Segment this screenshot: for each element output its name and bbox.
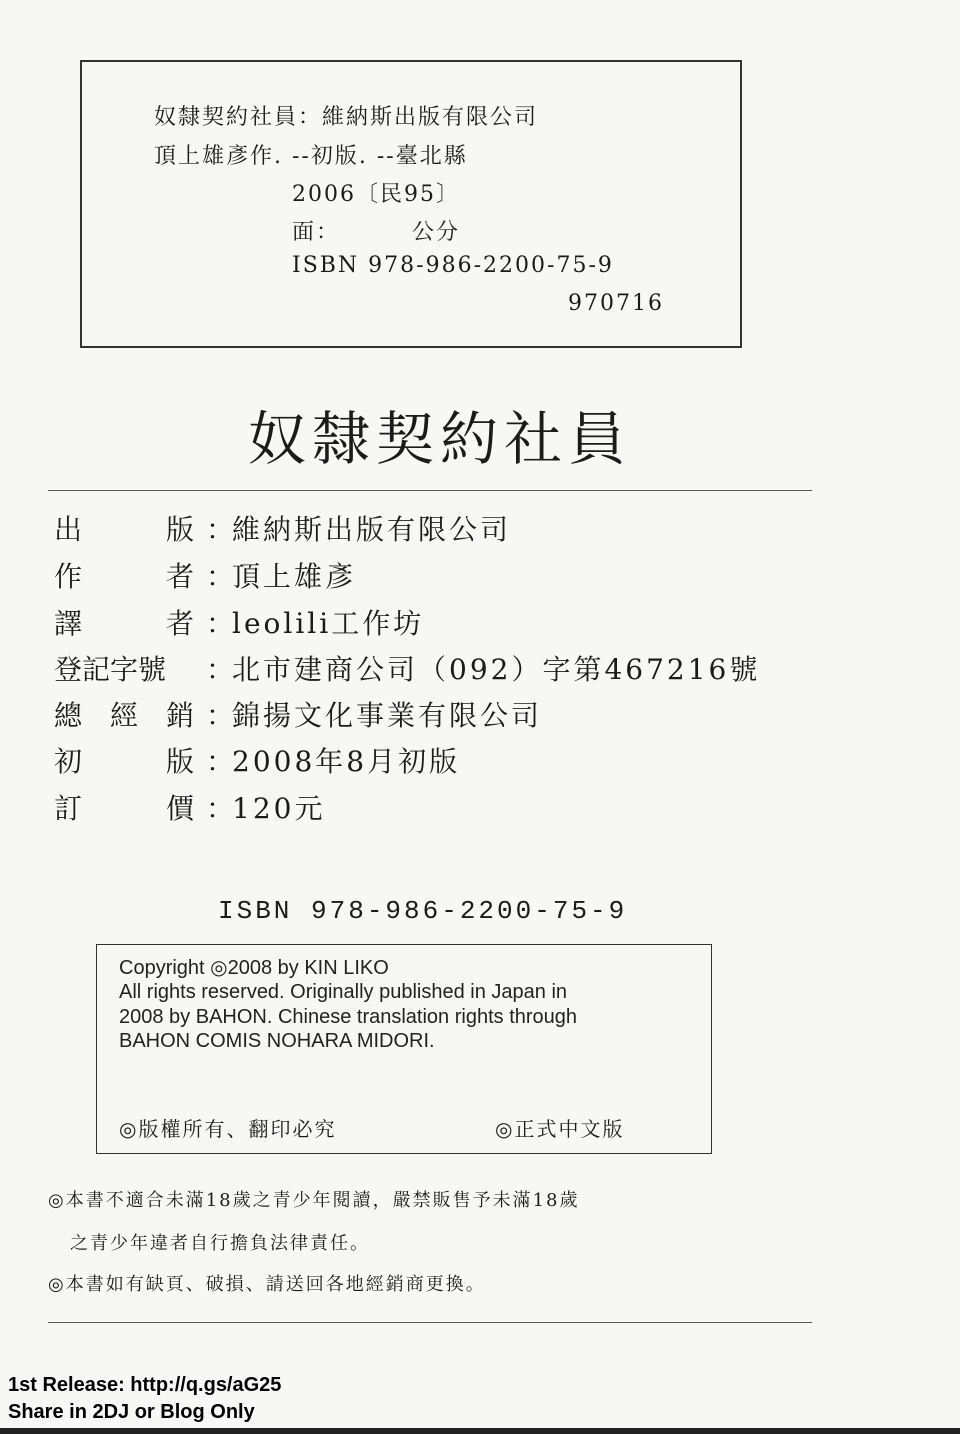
info-label-char: 版	[165, 513, 194, 546]
info-value: 120元	[232, 792, 326, 825]
info-label-char: 初	[54, 745, 83, 778]
bottom-edge	[0, 1428, 960, 1434]
info-value: 維納斯出版有限公司	[232, 513, 512, 546]
info-label-char: 譯	[54, 607, 83, 640]
info-label-char: 者	[165, 607, 194, 640]
info-label-char: 者	[165, 560, 194, 593]
info-label-char: 總	[54, 699, 83, 732]
book-title: 奴隸契約社員	[247, 405, 632, 473]
copyright-line-3: 2008 by BAHON. Chinese translation rights through	[119, 1006, 578, 1028]
isbn: ISBN 978-986-2200-75-9	[218, 896, 628, 926]
copyright-line-4: BAHON COMIS NOHARA MIDORI.	[119, 1030, 435, 1052]
official-edition: ◎正式中文版	[495, 1117, 625, 1141]
info-colon: ：	[206, 792, 235, 825]
info-label-char: 出	[54, 513, 83, 546]
copyright-line-1: Copyright ◎2008 by KIN LIKO	[119, 957, 389, 979]
info-label	[54, 740, 194, 780]
info-value: 2008年8月初版	[232, 745, 461, 778]
info-label	[54, 555, 194, 595]
info-label	[54, 648, 194, 688]
divider-bottom	[48, 1322, 812, 1323]
note-defects: ◎本書如有缺頁、破損、請送回各地經銷商更換。	[48, 1274, 486, 1295]
info-value: 錦揚文化事業有限公司	[232, 699, 543, 732]
info-label	[54, 694, 194, 734]
cip-line-2: 頂上雄彥作. --初版. --臺北縣	[154, 144, 468, 169]
info-label-char: 登記字號	[54, 653, 167, 686]
info-label-char: 作	[54, 560, 83, 593]
release-link: 1st Release: http://q.gs/aG25	[8, 1374, 282, 1396]
info-colon: ：	[206, 745, 235, 778]
info-value: leolili工作坊	[232, 607, 425, 640]
copyright-line-2: All rights reserved. Originally published in Japan in	[119, 981, 568, 1003]
info-label	[54, 508, 194, 548]
cip-box	[80, 60, 742, 348]
info-label	[54, 787, 194, 827]
info-label-char: 價	[165, 792, 194, 825]
info-colon: ：	[206, 607, 235, 640]
cip-isbn: ISBN 978-986-2200-75-9	[292, 253, 614, 278]
divider-top	[48, 490, 812, 491]
cip-line-1: 奴隸契約社員：維納斯出版有限公司	[154, 105, 539, 130]
info-label-char: 訂	[54, 792, 83, 825]
note-age-restriction-cont: 之青少年違者自行擔負法律責任。	[70, 1233, 370, 1254]
release-note: Share in 2DJ or Blog Only	[8, 1401, 255, 1423]
info-label-char: 銷	[165, 699, 194, 732]
info-label-char: 版	[165, 745, 194, 778]
info-colon: ：	[206, 653, 235, 686]
info-value: 北市建商公司（092）字第467216號	[232, 653, 761, 686]
cip-line-3: 2006〔民95〕	[292, 182, 460, 207]
rights-reserved: ◎版權所有、翻印必究	[119, 1117, 337, 1141]
cip-code: 970716	[568, 291, 664, 316]
info-colon: ：	[206, 699, 235, 732]
cip-line-4: 面： 公分	[292, 220, 460, 245]
info-label-char: 經	[109, 699, 138, 732]
note-age-restriction: ◎本書不適合未滿18歲之青少年閱讀，嚴禁販售予未滿18歲	[48, 1190, 580, 1211]
info-colon: ：	[206, 560, 235, 593]
info-colon: ：	[206, 513, 235, 546]
info-value: 頂上雄彥	[232, 560, 357, 593]
info-label	[54, 602, 194, 642]
copyright-box	[96, 944, 712, 1154]
